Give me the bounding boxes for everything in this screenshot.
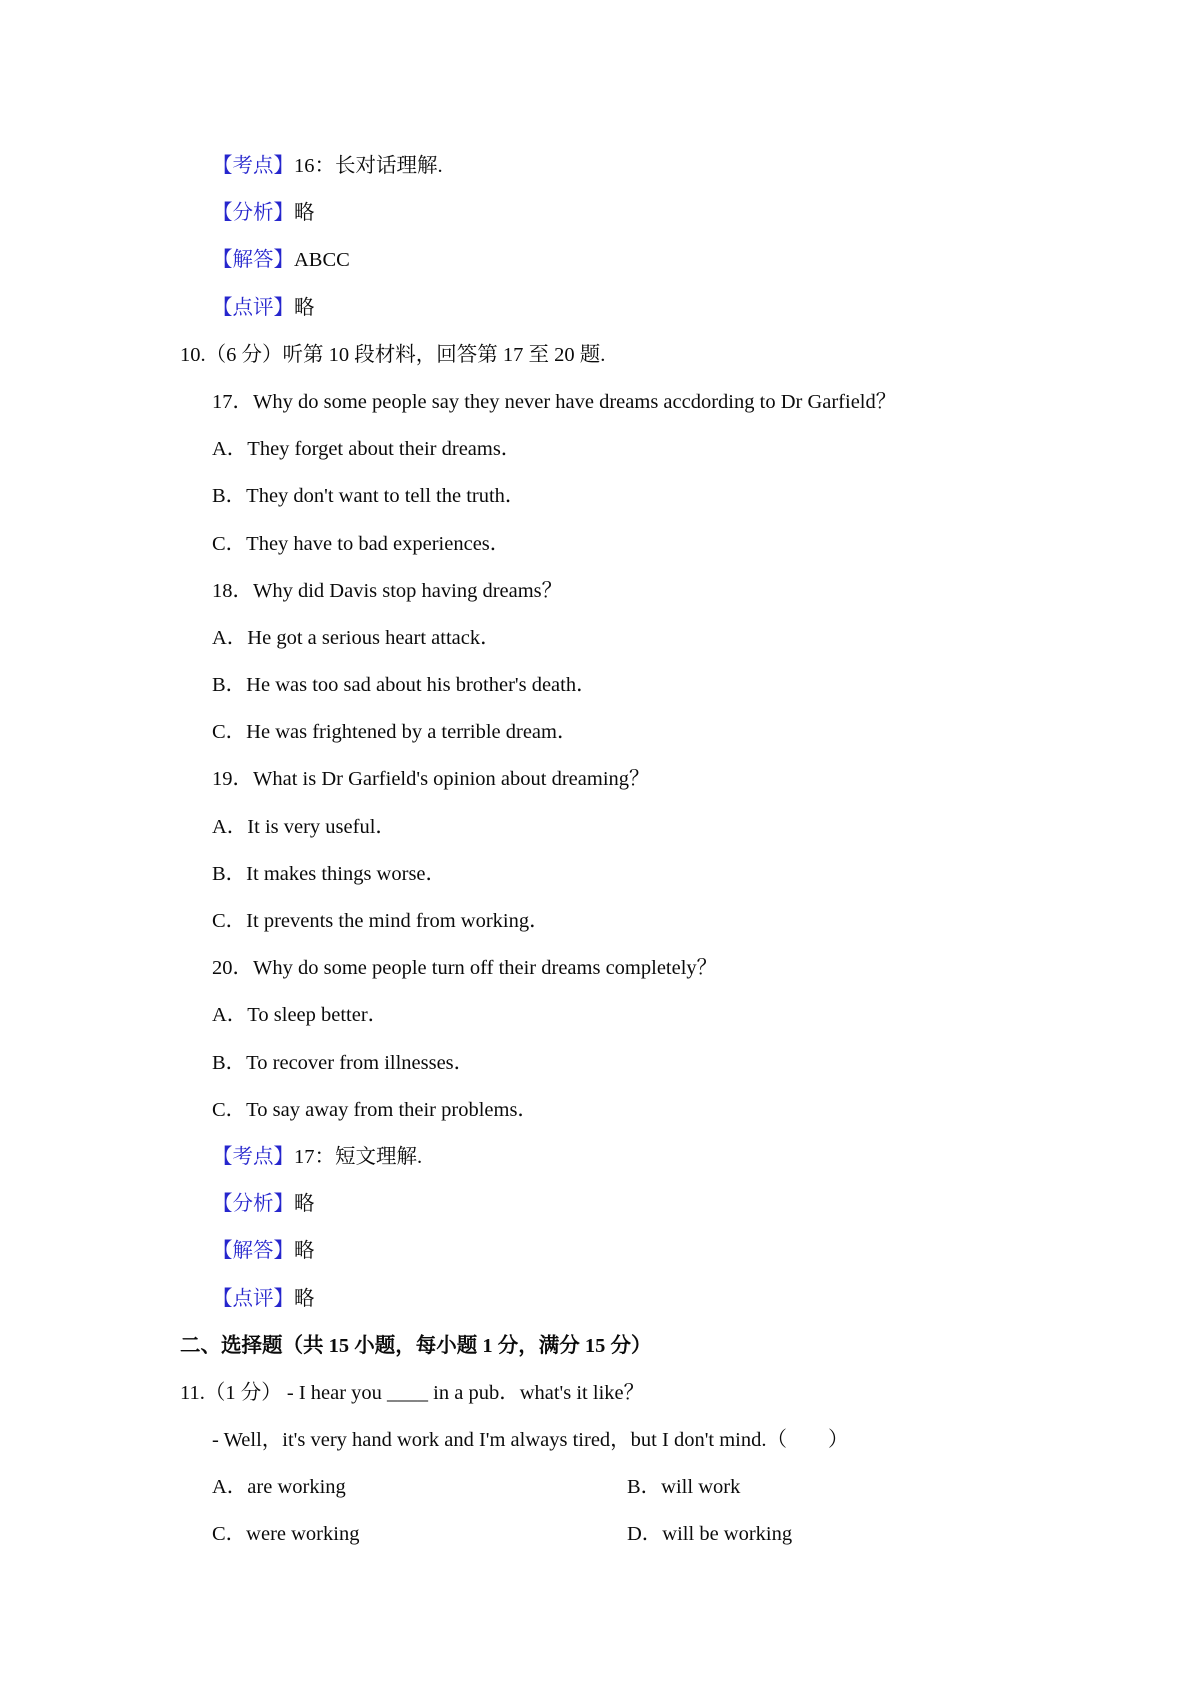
document-line [180,1370,1110,1417]
option-column-left: C．were working [212,1523,360,1546]
line-text: C．It prevents the mind from working． [212,910,550,932]
document-line [180,1228,1110,1275]
document-line [180,473,1110,520]
line-text: C．He was frightened by a terrible dream． [212,721,578,744]
line-text: - Well，it's very hand work and I'm always tired，but I don't mind.（ ） [212,1429,849,1452]
line-text: 18．Why did Davis stop having dreams？ [212,579,563,602]
document-line [180,237,1110,284]
document-line [180,426,1110,473]
document-line [180,1417,1110,1464]
section-tag-label: 【考点】 [212,1145,294,1168]
document-line [180,332,1110,379]
line-text: 略 [294,202,315,225]
document-line [180,1464,1110,1511]
document-line [180,285,1110,332]
document-line [180,945,1110,992]
document-line [180,1276,1110,1323]
document-line [180,804,1110,851]
line-text: 19．What is Dr Garfield's opinion about dreaming？ [212,768,650,791]
line-text: A．To sleep better． [212,1004,389,1027]
line-text: 略 [294,1193,315,1216]
line-text: 10.（6 分）听第 10 段材料，回答第 17 至 20 题. [180,343,606,366]
option-column-right: D．will be working [627,1523,793,1546]
section-tag-label: 【解答】 [212,249,294,272]
section-tag-label: 【解答】 [212,1240,294,1263]
option-column-left: A．are working [212,1476,346,1499]
section-tag-label: 【考点】 [212,155,294,177]
line-text: A．He got a serious heart attack． [212,626,501,649]
line-text: B．To recover from illnesses． [212,1051,475,1074]
document-line [180,898,1110,945]
line-text: 略 [294,1287,315,1310]
document-line [180,709,1110,756]
line-text: 二、选择题（共 15 小题，每小题 1 分，满分 15 分） [180,1334,652,1357]
line-text: 略 [294,1240,315,1263]
line-text: 20．Why do some people turn off their dreams completely？ [212,957,718,980]
document-line [180,1181,1110,1228]
line-text: C．They have to bad experiences． [212,532,511,555]
section-tag-label: 【分析】 [212,1193,294,1216]
line-text: B．He was too sad about his brother's death． [212,674,597,697]
document-line [180,756,1110,803]
line-text: 17：短文理解. [294,1145,423,1168]
document-line [180,521,1110,568]
document-line [180,992,1110,1039]
document-line [180,1087,1110,1134]
document-line [180,568,1110,615]
document-lines [0,143,1200,1559]
section-heading [180,1323,1110,1370]
line-text: B．They don't want to tell the truth． [212,485,526,508]
line-text: 16：长对话理解. [294,155,443,177]
document-line [180,851,1110,898]
line-text: 11.（1 分） - I hear you ____ in a pub．what's it like？ [180,1381,645,1404]
line-text: 略 [294,296,315,319]
option-column-right: B．will work [627,1476,741,1499]
document-line [180,190,1110,237]
document-line [180,615,1110,662]
line-text: ABCC [294,249,350,272]
document-line [180,143,1110,190]
document-line [180,662,1110,709]
section-tag-label: 【点评】 [212,296,294,319]
line-text: A．They forget about their dreams． [212,438,522,461]
document-line [180,379,1110,426]
document-line [180,1040,1110,1087]
line-text: C．To say away from their problems． [212,1098,538,1121]
document-line [180,1511,1110,1558]
line-text: A．It is very useful． [212,815,396,838]
line-text: 17．Why do some people say they never have dreams accdording to Dr Garfield？ [212,390,897,413]
line-text: B．It makes things worse． [212,862,447,885]
section-tag-label: 【点评】 [212,1287,294,1310]
document-line [180,1134,1110,1181]
section-tag-label: 【分析】 [212,202,294,225]
